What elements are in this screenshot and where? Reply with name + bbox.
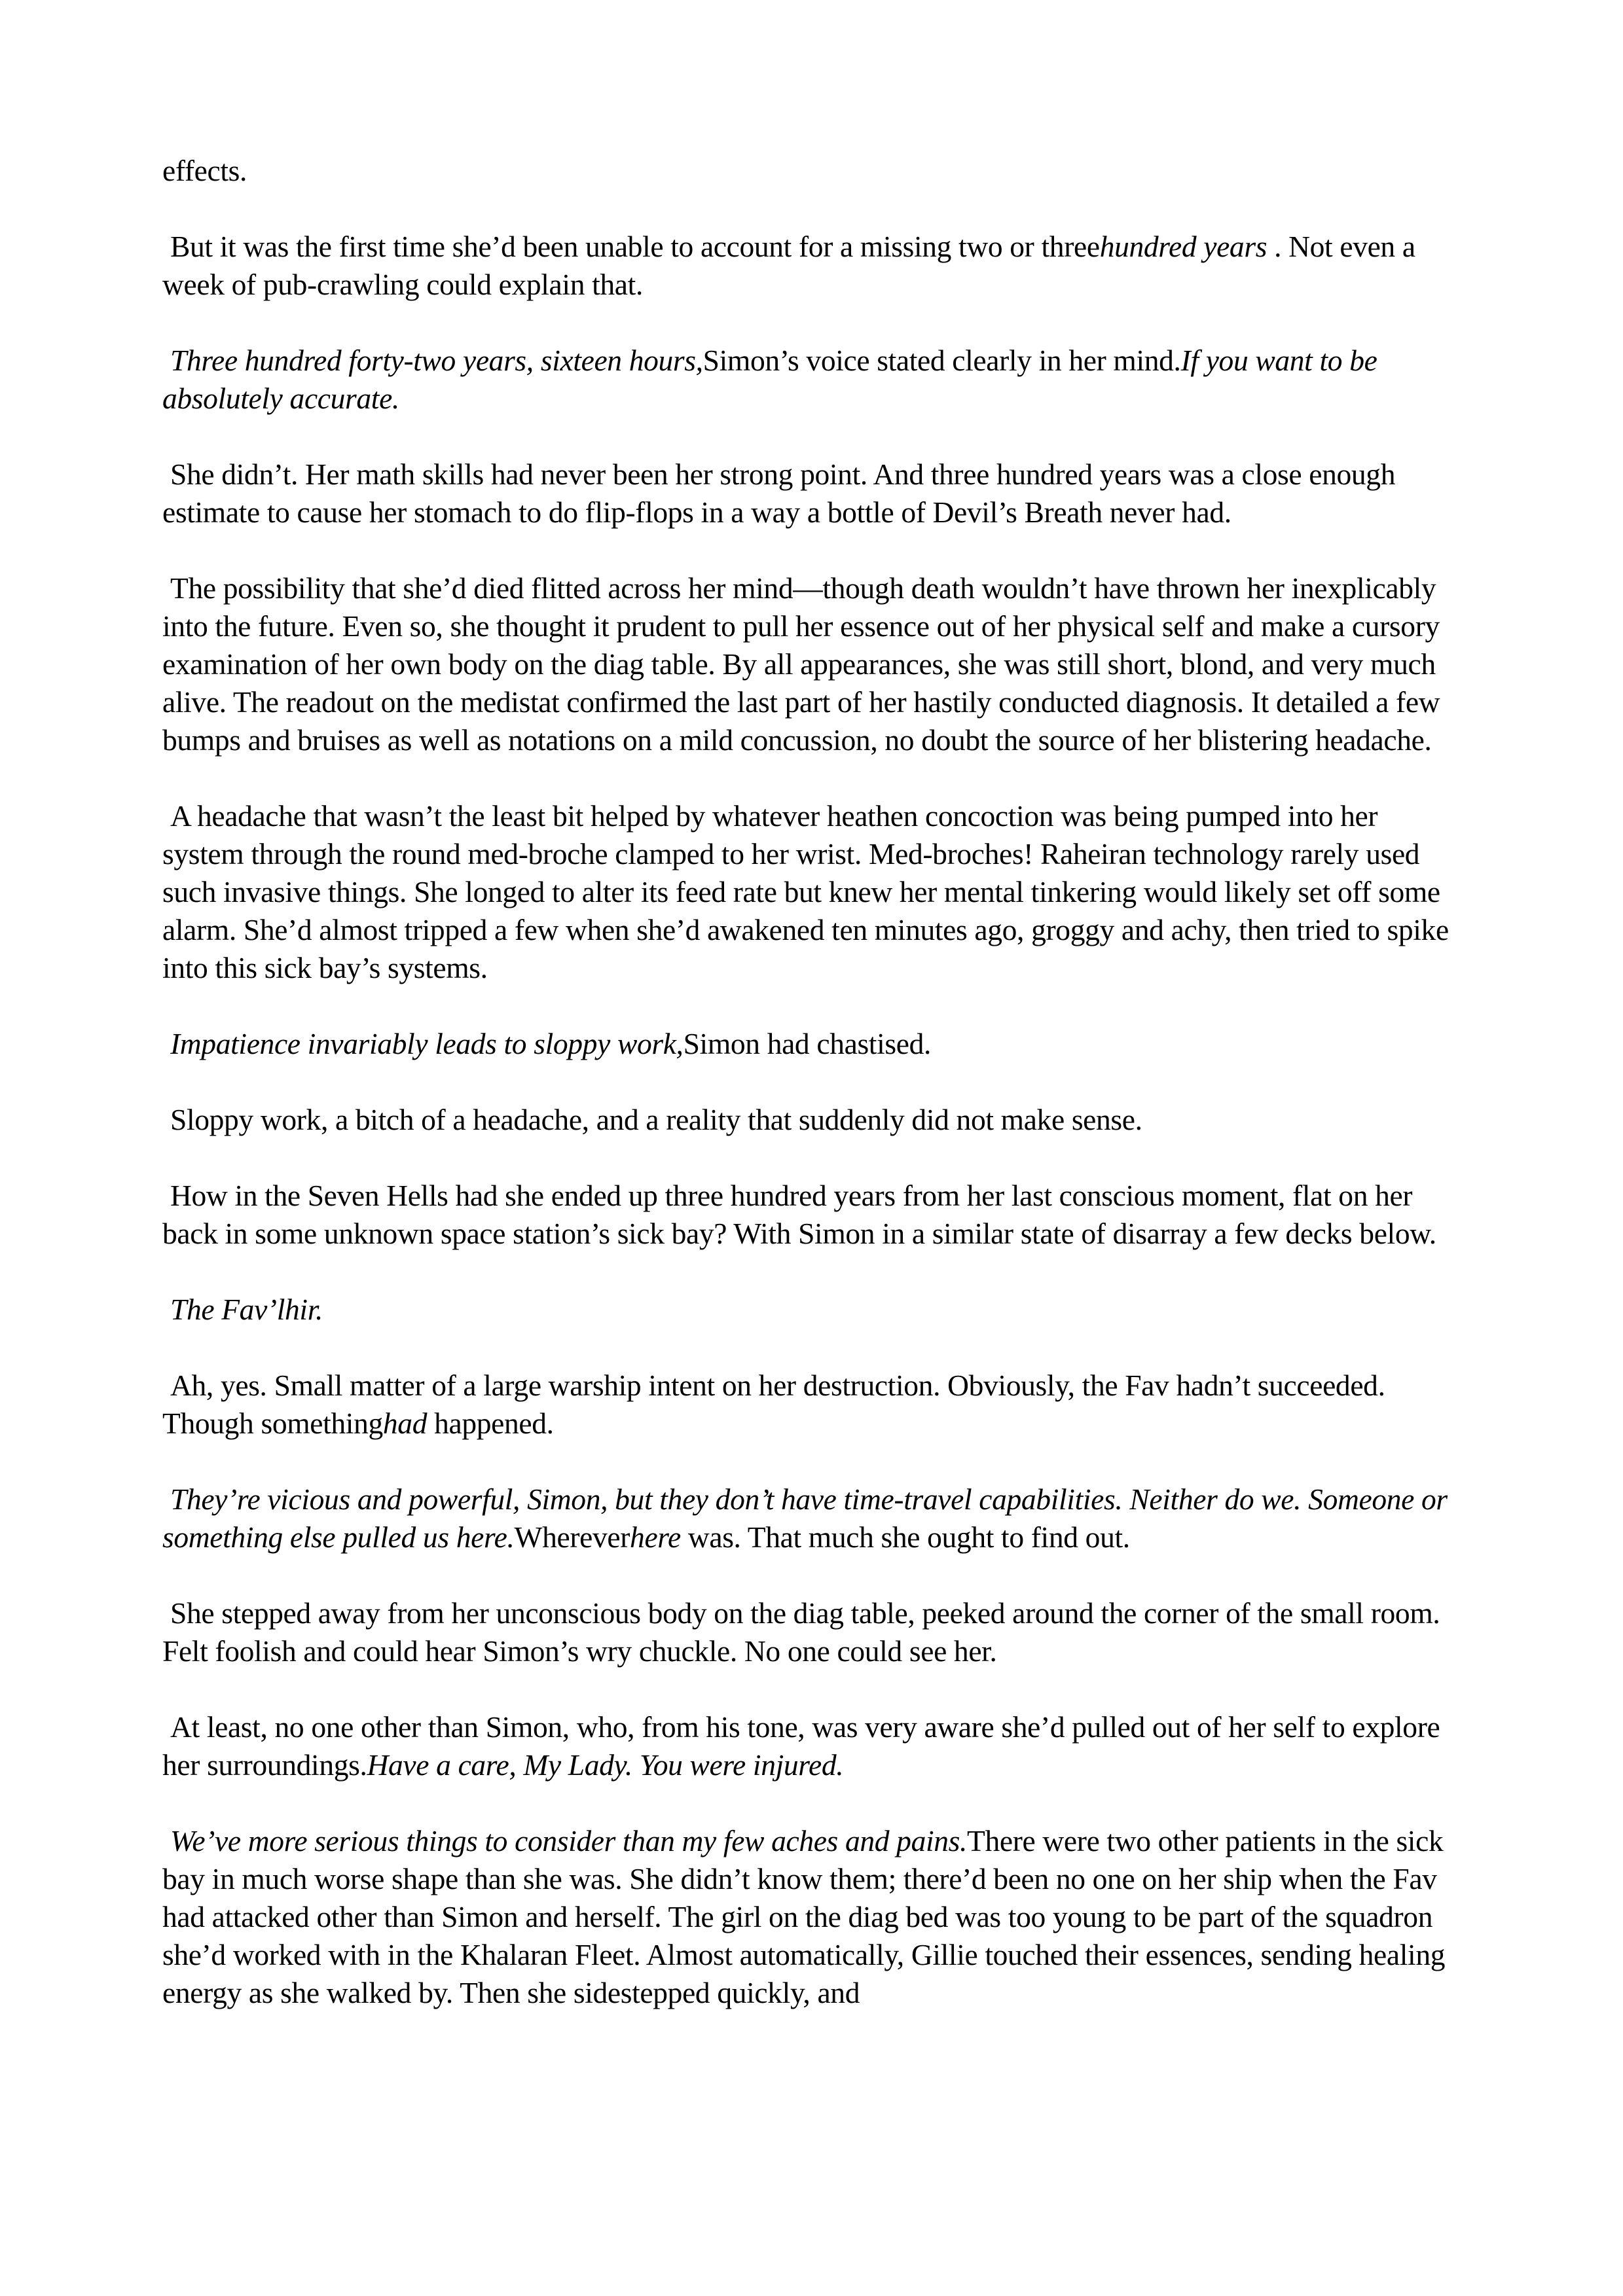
text-run: Wherever [514,1520,630,1554]
text-run: How in the Seven Hells had she ended up three hundred years from her last conscious moment, flat on her back in some unknown space station’s sick bay? With Simon in a similar state of disarray a few decks below. [162,1179,1436,1250]
paragraph-4 [162,456,1465,531]
text-run: was. That much she ought to find out. [680,1520,1130,1554]
paragraph-15 [162,1822,1465,2012]
paragraph-7 [162,1025,1465,1063]
paragraph-1 [162,152,1465,190]
page-body-text [162,152,1465,2050]
text-run: Ah, yes. Small matter of a large warship intent on her destruction. Obviously, the Fav hadn’t succeeded. Though something [162,1369,1385,1440]
paragraph-6 [162,797,1465,987]
text-run: effects. [162,154,247,187]
italic-text-run: Have a care, My Lady. You were injured. [367,1748,844,1782]
italic-text-run: The Fav’lhir. [170,1293,323,1326]
paragraph-10 [162,1291,1465,1329]
paragraph-3 [162,342,1465,418]
italic-text-run: hundred years [1099,230,1267,263]
italic-text-run: We’ve more serious things to consider than my few aches and pains. [170,1824,968,1857]
italic-text-run: here [630,1520,681,1554]
text-run: There were two other patients in the sick bay in much worse shape than she was. She didn’t know them; there’d been no one on her ship when the Fav had attacked other than Simon and herself. The girl on the diag bed was too young to be part of the squadron she’d worked with in the Khalaran Fleet. Almost automatically, Gillie touched their essences, sending healing energy as she walked by. Then she sidestepped quickly, and [162,1824,1446,2009]
text-run: The possibility that she’d died flitted across her mind—though death wouldn’t have thrown her inexplicably into the future. Even so, she thought it prudent to pull her essence out of her physical self and make a cursory examination of her own body on the diag table. By all appearances, she was still short, blond, and very much alive. The readout on the medistat confirmed the last part of her hastily conducted diagnosis. It detailed a few bumps and bruises as well as notations on a mild concussion, no doubt the source of her blistering headache. [162,571,1440,757]
italic-text-run: had [382,1407,428,1440]
paragraph-11 [162,1367,1465,1443]
text-run: Simon had chastised. [683,1027,932,1060]
text-run: Sloppy work, a bitch of a headache, and a reality that suddenly did not make sense. [170,1103,1142,1136]
text-run: happened. [427,1407,554,1440]
paragraph-13 [162,1594,1465,1670]
paragraph-14 [162,1708,1465,1784]
text-run: But it was the first time she’d been unable to account for a missing two or three [170,230,1100,263]
text-run: She didn’t. Her math skills had never been her strong point. And three hundred years was a close enough estimate to cause her stomach to do flip-flops in a way a bottle of Devil’s Breath never had. [162,457,1396,529]
paragraph-12 [162,1480,1465,1556]
text-run: At least, no one other than Simon, who, from his tone, was very aware she’d pulled out of her self to explore her surroundings. [162,1710,1440,1782]
italic-text-run: Impatience invariably leads to sloppy work, [170,1027,684,1060]
text-run: She stepped away from her unconscious body on the diag table, peeked around the corner of the small room. Felt foolish and could hear Simon’s wry chuckle. No one could see her. [162,1596,1440,1668]
italic-text-run: They’re vicious and powerful, Simon, but they don’t have time-travel capabilities. Neither do we. Someone or something else pulled us here. [162,1482,1448,1554]
text-run: A headache that wasn’t the least bit helped by whatever heathen concoction was being pumped into her system through the round med-broche clamped to her wrist. Med-broches! Raheiran technology rarely used such invasive things. She longed to alter its feed rate but knew her mental tinkering would likely set off some alarm. She’d almost tripped a few when she’d awakened ten minutes ago, groggy and achy, then tried to spike into this sick bay’s systems. [162,799,1449,984]
paragraph-2 [162,228,1465,304]
paragraph-8 [162,1101,1465,1139]
text-run: . Not even a week of pub-crawling could explain that. [162,230,1415,301]
paragraph-5 [162,569,1465,759]
italic-text-run: Three hundred forty-two years, sixteen hours, [170,344,703,377]
italic-text-run: If you want to be absolutely accurate. [162,344,1377,415]
text-run: Simon’s voice stated clearly in her mind. [702,344,1181,377]
paragraph-9 [162,1177,1465,1253]
